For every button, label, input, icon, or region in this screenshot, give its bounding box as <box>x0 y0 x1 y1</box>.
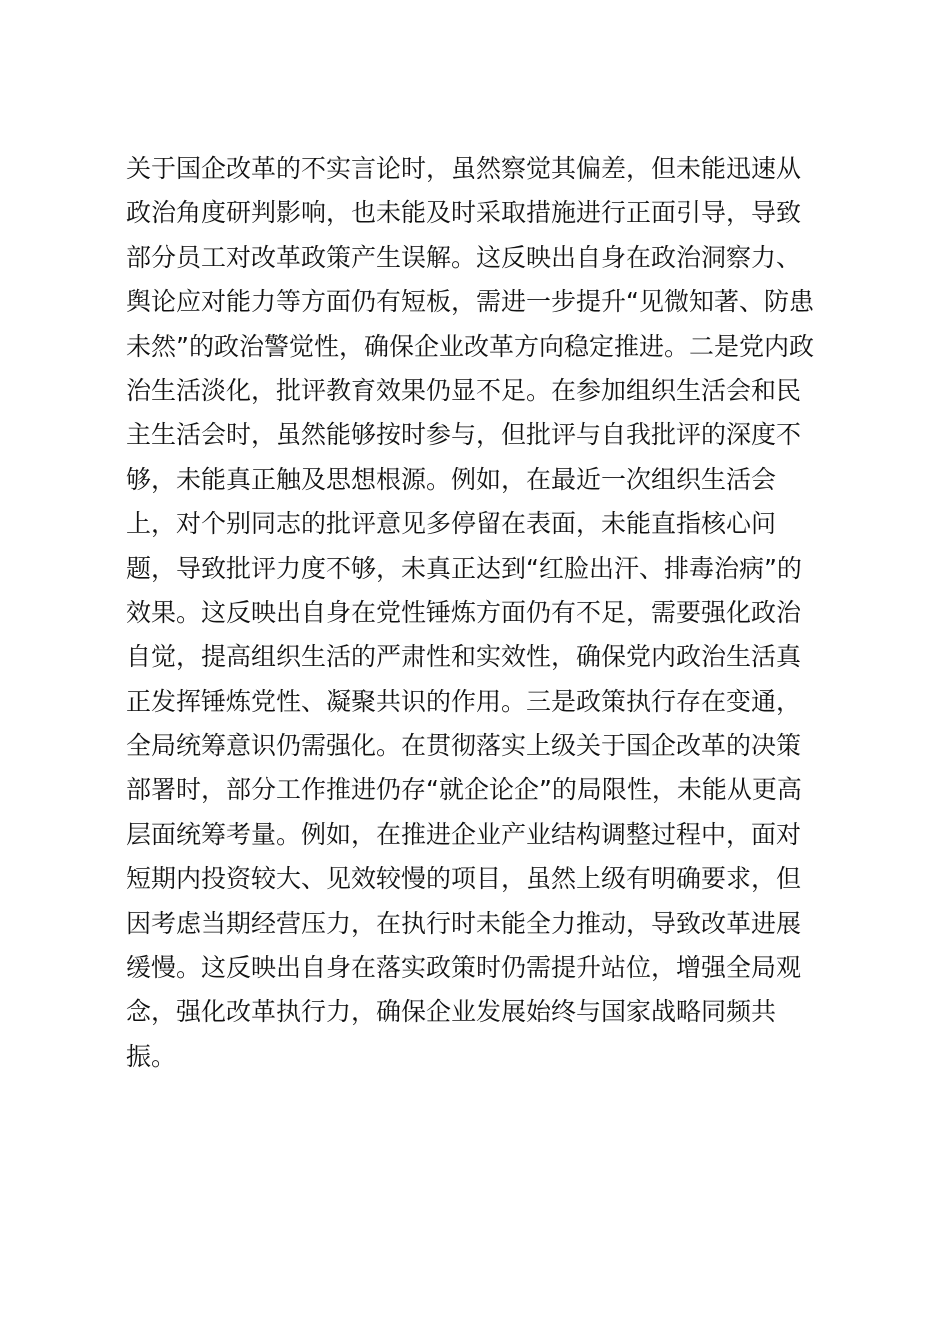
text-line: 上，对个别同志的批评意见多停留在表面，未能直指核心问 <box>126 509 777 539</box>
text-line: 主生活会时，虽然能够按时参与，但批评与自我批评的深度不 <box>126 420 802 450</box>
text-line: 短期内投资较大、见效较慢的项目，虽然上级有明确要求，但 <box>126 864 802 894</box>
text-line: 舆论应对能力等方面仍有短板，需进一步提升“见微知著、防患 <box>126 287 814 317</box>
text-line: 题，导致批评力度不够，未真正达到“红脸出汗、排毒治病”的 <box>126 553 802 583</box>
text-line: 自觉，提高组织生活的严肃性和实效性，确保党内政治生活真 <box>126 642 802 672</box>
body-paragraph <box>126 147 846 1079</box>
text-line: 振。 <box>126 1041 177 1071</box>
text-line: 念，强化改革执行力，确保企业发展始终与国家战略同频共 <box>126 997 777 1027</box>
text-line: 层面统筹考量。例如，在推进企业产业结构调整过程中，面对 <box>126 819 802 849</box>
text-line: 未然”的政治警觉性，确保企业改革方向稳定推进。二是党内政 <box>126 331 814 361</box>
text-line: 关于国企改革的不实言论时，虽然察觉其偏差，但未能迅速从 <box>126 154 802 183</box>
text-line: 全局统筹意识仍需强化。在贯彻落实上级关于国企改革的决策 <box>126 731 802 761</box>
text-line: 效果。这反映出自身在党性锤炼方面仍有不足，需要强化政治 <box>126 597 802 627</box>
text-line: 部署时，部分工作推进仍存“就企论企”的局限性，未能从更高 <box>126 775 802 805</box>
text-line: 缓慢。这反映出自身在落实政策时仍需提升站位，增强全局观 <box>126 953 802 983</box>
text-line: 部分员工对改革政策产生误解。这反映出自身在政治洞察力、 <box>126 242 802 272</box>
text-line: 够，未能真正触及思想根源。例如，在最近一次组织生活会 <box>126 464 777 494</box>
text-line: 正发挥锤炼党性、凝聚共识的作用。三是政策执行存在变通， <box>126 686 802 716</box>
text-line: 政治角度研判影响，也未能及时采取措施进行正面引导，导致 <box>126 198 802 228</box>
text-line: 因考虑当期经营压力，在执行时未能全力推动，导致改革进展 <box>126 908 802 938</box>
text-line: 治生活淡化，批评教育效果仍显不足。在参加组织生活会和民 <box>126 375 802 405</box>
